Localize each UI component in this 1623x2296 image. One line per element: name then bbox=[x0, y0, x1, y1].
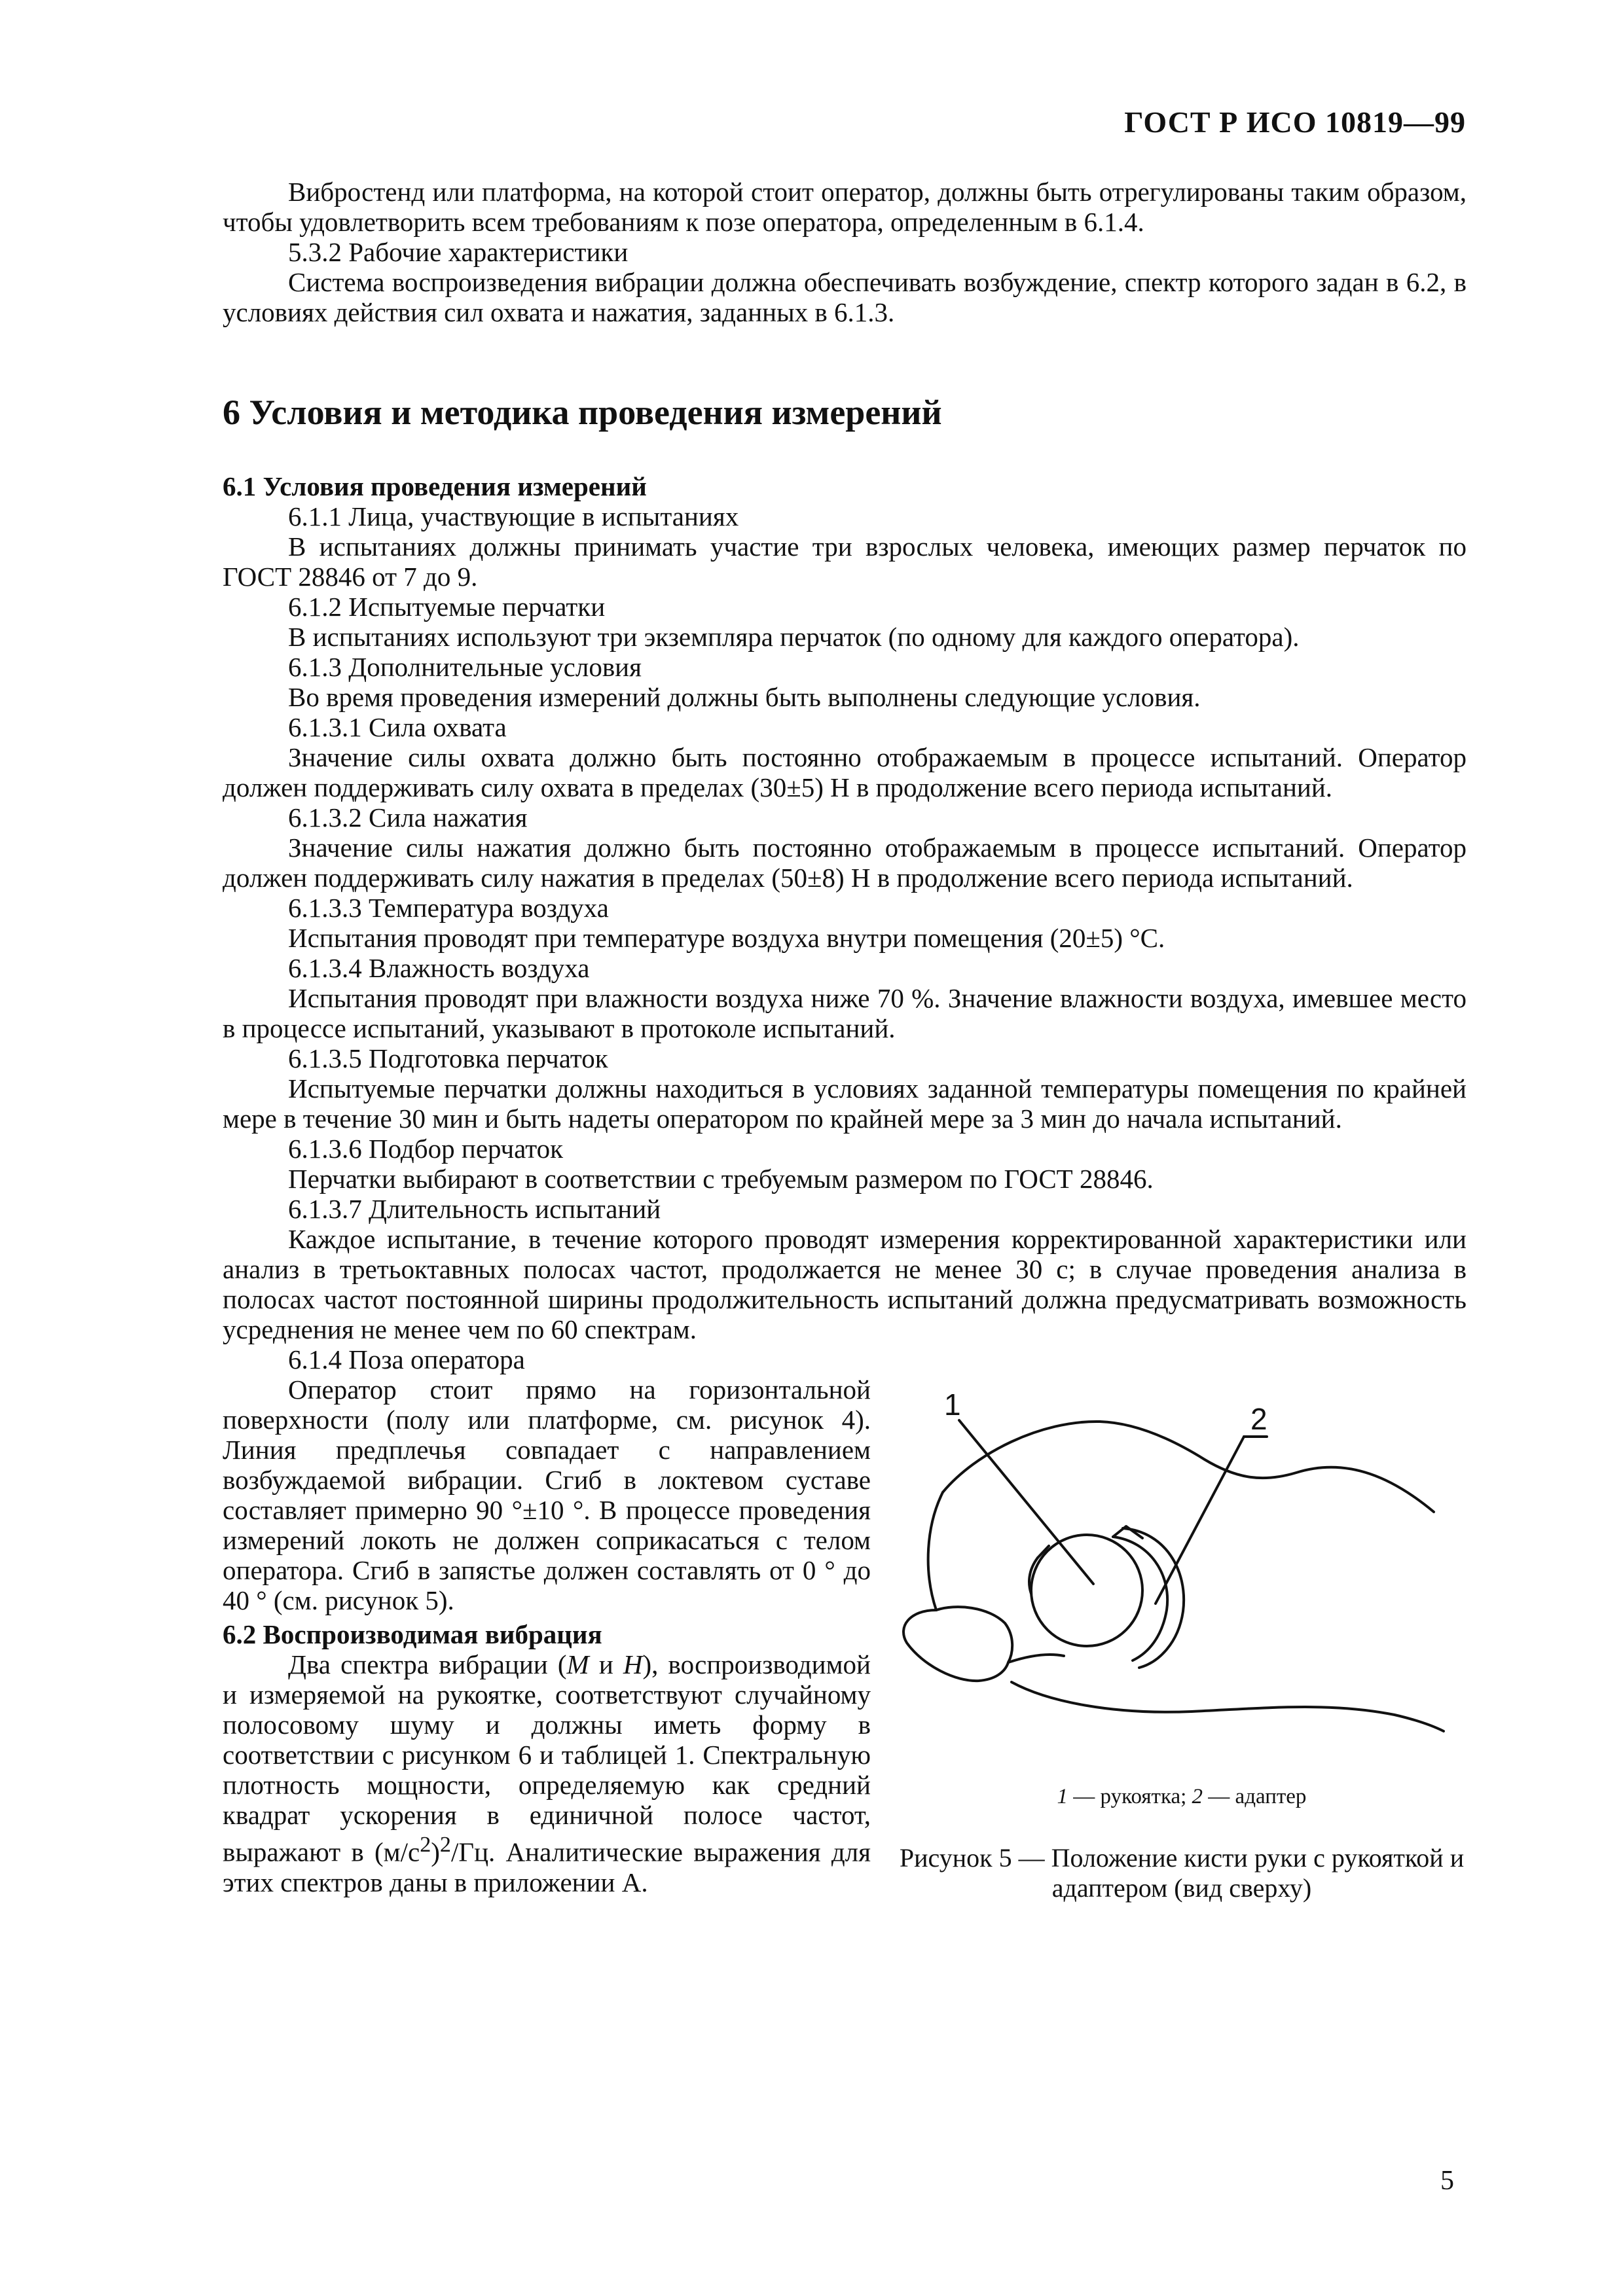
paragraph: Испытуемые перчатки должны находиться в условиях заданной температуры помещения по крайней мере в течение 30 мин и быть надеты оператором по крайней мере за 3 мин до начала испытаний. bbox=[223, 1073, 1467, 1134]
document-body bbox=[223, 177, 1467, 1903]
figure-label-1: 1 bbox=[944, 1388, 961, 1422]
paragraph: В испытаниях должны принимать участие три взрослых человека, имеющих размер перчаток по ГОСТ 28846 от 7 до 9. bbox=[223, 531, 1467, 592]
figure-caption: Рисунок 5 — Положение кисти руки с рукояткой и адаптером (вид сверху) bbox=[899, 1843, 1465, 1903]
clause-heading: 6.1.3.5 Подготовка перчаток bbox=[288, 1043, 608, 1073]
clause-heading: 5.3.2 Рабочие характеристики bbox=[288, 237, 629, 267]
paragraph: Значение силы нажатия должно быть постоянно отображаемым в процессе испытаний. Оператор должен поддерживать силу нажатия в пределах (50±8) Н в продолжение всего периода испытаний. bbox=[223, 833, 1467, 893]
thumb-nail bbox=[936, 1607, 1012, 1662]
clause-heading: 6.1.3.7 Длительность испытаний bbox=[288, 1194, 661, 1224]
hand-outline-left bbox=[928, 1492, 943, 1610]
spectrum-m: М bbox=[566, 1649, 589, 1679]
handle-circle bbox=[1031, 1535, 1142, 1646]
paragraph: В испытаниях используют три экземпляра перчаток (по одному для каждого оператора). bbox=[288, 622, 1300, 652]
paragraph: Значение силы охвата должно быть постоянно отображаемым в процессе испытаний. Оператор должен поддерживать силу охвата в пределах (30±5) Н в продолжение всего периода испытаний. bbox=[223, 742, 1467, 802]
clause-heading: 6.1.3.2 Сила нажатия bbox=[288, 802, 528, 833]
figure-label-2: 2 bbox=[1250, 1402, 1267, 1436]
clause-heading: 6.1.4 Поза оператора bbox=[288, 1344, 525, 1374]
two-column-block bbox=[223, 1374, 1467, 1903]
clause-heading: 6.1.3 Дополнительные условия bbox=[288, 652, 642, 682]
paragraph: Вибростенд или платформа, на которой стоит оператор, должны быть отрегулированы таким образом, чтобы удовлетворить всем требованиям к позе оператора, определенным в 6.1.4. bbox=[223, 177, 1467, 237]
left-column bbox=[223, 1374, 871, 1897]
subsection-title: 6.2 Воспроизводимая вибрация bbox=[223, 1619, 602, 1649]
paragraph: Во время проведения измерений должны быть выполнены следующие условия. bbox=[288, 682, 1201, 712]
leader-line-2 bbox=[1156, 1437, 1244, 1604]
clause-heading: 6.1.1 Лица, участвующие в испытаниях bbox=[288, 501, 739, 531]
thumb-crease bbox=[1008, 1655, 1064, 1662]
clause-heading: 6.1.3.4 Влажность воздуха bbox=[288, 953, 590, 983]
clause-heading: 6.1.3.3 Температура воздуха bbox=[288, 893, 609, 923]
paragraph: Каждое испытание, в течение которого проводят измерения корректированной характеристики или анализ в третьоктавных полосах частот, продолжается не менее 30 с; в случае проведения анализа в полосах частот постоянной ширины продолжительность испытаний должна предусматривать возможность усреднения не менее чем по 60 спектрам. bbox=[223, 1224, 1467, 1344]
paragraph: Два спектра вибрации (М и Н), воспроизводимой и измеряемой на рукоятке, соответствуют случайному полосовому шуму и должны иметь форму в соответствии с рисунком 6 и таблицей 1. Спектральную плотность мощности, определяемую как средний квадрат ускорения в единичной полосе частот, выражают в $(м/с^2)^2/Гц$. Аналитические выражения для этих спектров даны в приложении А. bbox=[223, 1649, 871, 1897]
clause-heading: 6.1.3.1 Сила охвата bbox=[288, 712, 507, 742]
clause-heading: 6.1.2 Испытуемые перчатки bbox=[288, 592, 606, 622]
paragraph: Испытания проводят при влажности воздуха ниже 70 %. Значение влажности воздуха, имевшее место в процессе испытаний, указывают в протоколе испытаний. bbox=[223, 983, 1467, 1043]
hand-grip-diagram bbox=[897, 1374, 1467, 1767]
subsection-title: 6.1 Условия проведения измерений bbox=[223, 471, 647, 501]
hand-outline-upper bbox=[943, 1422, 1434, 1512]
section-title: 6 Условия и методика проведения измерений bbox=[223, 393, 942, 432]
spectrum-h: Н bbox=[623, 1649, 643, 1679]
paragraph: Испытания проводят при температуре воздуха внутри помещения (20±5) °С. bbox=[288, 923, 1165, 953]
paragraph: Оператор стоит прямо на горизонтальной поверхности (полу или платформе, см. рисунок 4). Линия предплечья совпадает с направлением возбуждаемой вибрации. Сгиб в локтевом суставе составляет примерно 90 °±10 °. В процессе проведения измерений локоть не должен соприкасаться с телом оператора. Сгиб в запястье должен составлять от 0 ° до 40 ° (см. рисунок 5). bbox=[223, 1374, 871, 1615]
document-header: ГОСТ Р ИСО 10819—99 bbox=[1124, 105, 1466, 139]
page-number: 5 bbox=[1440, 2166, 1454, 2196]
figure-5 bbox=[897, 1374, 1467, 1903]
paragraph: Перчатки выбирают в соответствии с требуемым размером по ГОСТ 28846. bbox=[288, 1164, 1154, 1194]
adapter-arc-outer bbox=[1123, 1528, 1184, 1668]
thumb-tip bbox=[903, 1610, 1008, 1681]
paragraph: Система воспроизведения вибрации должна обеспечивать возбуждение, спектр которого задан в 6.2, в условиях действия сил охвата и нажатия, заданных в 6.1.3. bbox=[223, 267, 1467, 327]
figure-legend: 1 — рукоятка; 2 — адаптер bbox=[1057, 1785, 1307, 1808]
leader-line-1 bbox=[959, 1420, 1093, 1584]
clause-heading: 6.1.3.6 Подбор перчаток bbox=[288, 1134, 564, 1164]
hand-outline-lower bbox=[1012, 1682, 1444, 1731]
